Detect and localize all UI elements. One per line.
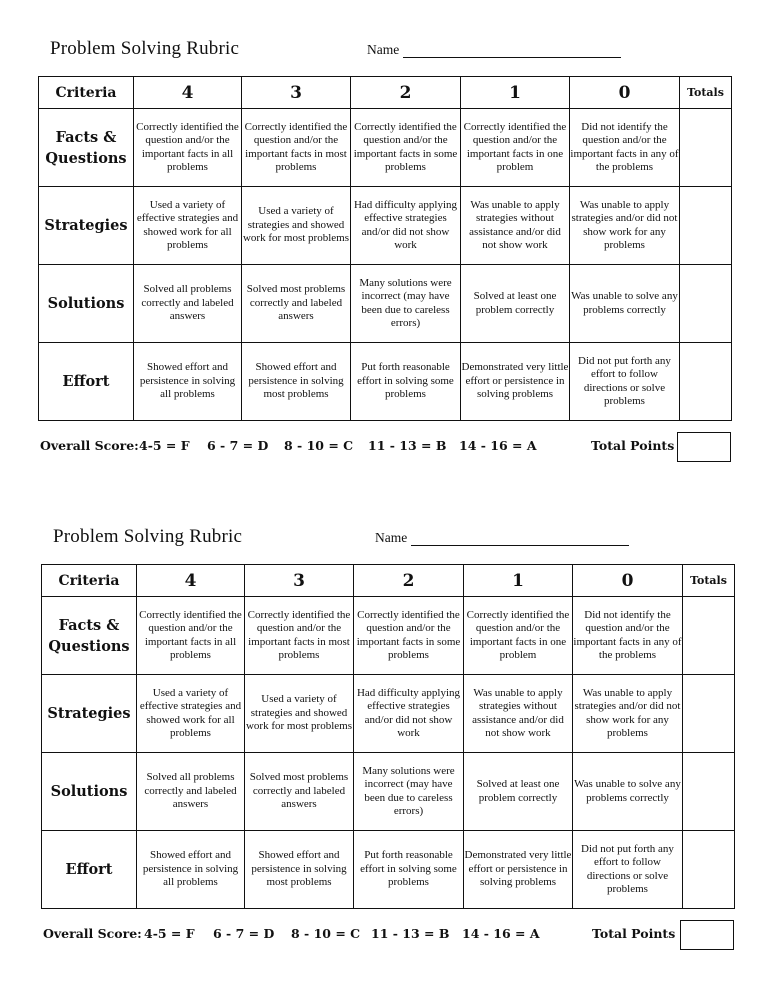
descriptor-cell: Put forth reasonable effort in solving some problems: [354, 831, 464, 909]
descriptor-cell: Did not identify the question and/or the important facts in any of the problems: [573, 597, 683, 675]
overall-score-line: [40, 438, 674, 453]
descriptor-cell: Solved most problems correctly and labeled answers: [242, 265, 351, 343]
grade-b: 11 - 13 = B: [371, 926, 450, 941]
header-score-1: 1: [461, 77, 570, 109]
descriptor-cell: Solved all problems correctly and labeled answers: [134, 265, 242, 343]
header-totals: Totals: [683, 565, 735, 597]
descriptor-cell: Demonstrated very little effort or persistence in solving problems: [461, 343, 570, 421]
header-score-2: 2: [354, 565, 464, 597]
criterion-effort: Effort: [39, 343, 134, 421]
criterion-solutions: Solutions: [39, 265, 134, 343]
name-field: [367, 42, 621, 58]
descriptor-cell: Correctly identified the question and/or the important facts in one problem: [464, 597, 573, 675]
name-blank-line[interactable]: [403, 44, 621, 58]
criterion-effort: Effort: [42, 831, 137, 909]
grade-c: 8 - 10 = C: [284, 438, 354, 453]
header-score-4: 4: [134, 77, 242, 109]
totals-cell[interactable]: [683, 597, 735, 675]
header-totals: Totals: [680, 77, 732, 109]
total-points-label: Total Points: [592, 926, 676, 941]
header-score-0: 0: [570, 77, 680, 109]
table-row: [42, 675, 735, 753]
table-row: [42, 831, 735, 909]
descriptor-cell: Did not identify the question and/or the important facts in any of the problems: [570, 109, 680, 187]
descriptor-cell: Had difficulty applying effective strategies and/or did not show work: [354, 675, 464, 753]
total-points-box[interactable]: [677, 432, 731, 462]
descriptor-cell: Solved all problems correctly and labeled answers: [137, 753, 245, 831]
descriptor-cell: Used a variety of strategies and showed work for most problems: [245, 675, 354, 753]
table-row: [42, 597, 735, 675]
descriptor-cell: Was unable to apply strategies without assistance and/or did not show work: [464, 675, 573, 753]
descriptor-cell: Had difficulty applying effective strategies and/or did not show work: [351, 187, 461, 265]
grade-f: 4-5 = F: [144, 926, 195, 941]
totals-cell[interactable]: [683, 753, 735, 831]
totals-cell[interactable]: [680, 265, 732, 343]
grade-b: 11 - 13 = B: [368, 438, 447, 453]
name-field: [375, 530, 629, 546]
descriptor-cell: Used a variety of strategies and showed work for most problems: [242, 187, 351, 265]
totals-cell[interactable]: [683, 675, 735, 753]
descriptor-cell: Correctly identified the question and/or the important facts in some problems: [351, 109, 461, 187]
descriptor-cell: Put forth reasonable effort in solving some problems: [351, 343, 461, 421]
descriptor-cell: Did not put forth any effort to follow directions or solve problems: [570, 343, 680, 421]
descriptor-cell: Used a variety of effective strategies and showed work for all problems: [134, 187, 242, 265]
descriptor-cell: Solved at least one problem correctly: [464, 753, 573, 831]
table-row: [39, 265, 732, 343]
overall-score-label: Overall Score:: [40, 438, 139, 453]
descriptor-cell: Correctly identified the question and/or the important facts in all problems: [134, 109, 242, 187]
descriptor-cell: Correctly identified the question and/or the important facts in all problems: [137, 597, 245, 675]
name-label: Name: [375, 530, 408, 545]
overall-score-line: [43, 926, 675, 941]
header-score-0: 0: [573, 565, 683, 597]
header-criteria: Criteria: [42, 565, 137, 597]
descriptor-cell: Correctly identified the question and/or the important facts in one problem: [461, 109, 570, 187]
grade-d: 6 - 7 = D: [213, 926, 275, 941]
criterion-strategies: Strategies: [42, 675, 137, 753]
rubric-title: Problem Solving Rubric: [50, 38, 240, 59]
descriptor-cell: Did not put forth any effort to follow directions or solve problems: [573, 831, 683, 909]
descriptor-cell: Showed effort and persistence in solving most problems: [245, 831, 354, 909]
descriptor-cell: Correctly identified the question and/or the important facts in most problems: [242, 109, 351, 187]
header-score-3: 3: [245, 565, 354, 597]
descriptor-cell: Many solutions were incorrect (may have been due to careless errors): [354, 753, 464, 831]
table-row: [42, 753, 735, 831]
descriptor-cell: Solved most problems correctly and labeled answers: [245, 753, 354, 831]
grade-a: 14 - 16 = A: [459, 438, 537, 453]
overall-score-label: Overall Score:: [43, 926, 142, 941]
criterion-solutions: Solutions: [42, 753, 137, 831]
rubric-title: Problem Solving Rubric: [53, 526, 243, 547]
descriptor-cell: Was unable to apply strategies and/or did not show work for any problems: [573, 675, 683, 753]
totals-cell[interactable]: [680, 109, 732, 187]
descriptor-cell: Showed effort and persistence in solving all problems: [134, 343, 242, 421]
descriptor-cell: Was unable to apply strategies without assistance and/or did not show work: [461, 187, 570, 265]
descriptor-cell: Showed effort and persistence in solving most problems: [242, 343, 351, 421]
criterion-facts-questions: Facts & Questions: [42, 597, 137, 675]
table-row: [39, 109, 732, 187]
grade-f: 4-5 = F: [139, 438, 190, 453]
total-points-box[interactable]: [680, 920, 734, 950]
header-score-1: 1: [464, 565, 573, 597]
header-row: [42, 565, 735, 597]
header-score-4: 4: [137, 565, 245, 597]
descriptor-cell: Many solutions were incorrect (may have been due to careless errors): [351, 265, 461, 343]
descriptor-cell: Solved at least one problem correctly: [461, 265, 570, 343]
criterion-facts-questions: Facts & Questions: [39, 109, 134, 187]
descriptor-cell: Was unable to solve any problems correctly: [570, 265, 680, 343]
table-row: [39, 343, 732, 421]
name-label: Name: [367, 42, 400, 57]
header-score-3: 3: [242, 77, 351, 109]
grade-c: 8 - 10 = C: [291, 926, 361, 941]
totals-cell[interactable]: [683, 831, 735, 909]
grade-a: 14 - 16 = A: [462, 926, 540, 941]
descriptor-cell: Correctly identified the question and/or the important facts in some problems: [354, 597, 464, 675]
rubric-table: [41, 564, 735, 909]
rubric-table: [38, 76, 732, 421]
descriptor-cell: Correctly identified the question and/or the important facts in most problems: [245, 597, 354, 675]
criterion-strategies: Strategies: [39, 187, 134, 265]
header-criteria: Criteria: [39, 77, 134, 109]
descriptor-cell: Was unable to solve any problems correctly: [573, 753, 683, 831]
descriptor-cell: Was unable to apply strategies and/or did not show work for any problems: [570, 187, 680, 265]
header-score-2: 2: [351, 77, 461, 109]
header-row: [39, 77, 732, 109]
descriptor-cell: Used a variety of effective strategies and showed work for all problems: [137, 675, 245, 753]
totals-cell[interactable]: [680, 187, 732, 265]
grade-d: 6 - 7 = D: [207, 438, 269, 453]
totals-cell[interactable]: [680, 343, 732, 421]
table-row: [39, 187, 732, 265]
descriptor-cell: Demonstrated very little effort or persistence in solving problems: [464, 831, 573, 909]
total-points-label: Total Points: [591, 438, 675, 453]
descriptor-cell: Showed effort and persistence in solving all problems: [137, 831, 245, 909]
name-blank-line[interactable]: [411, 532, 629, 546]
